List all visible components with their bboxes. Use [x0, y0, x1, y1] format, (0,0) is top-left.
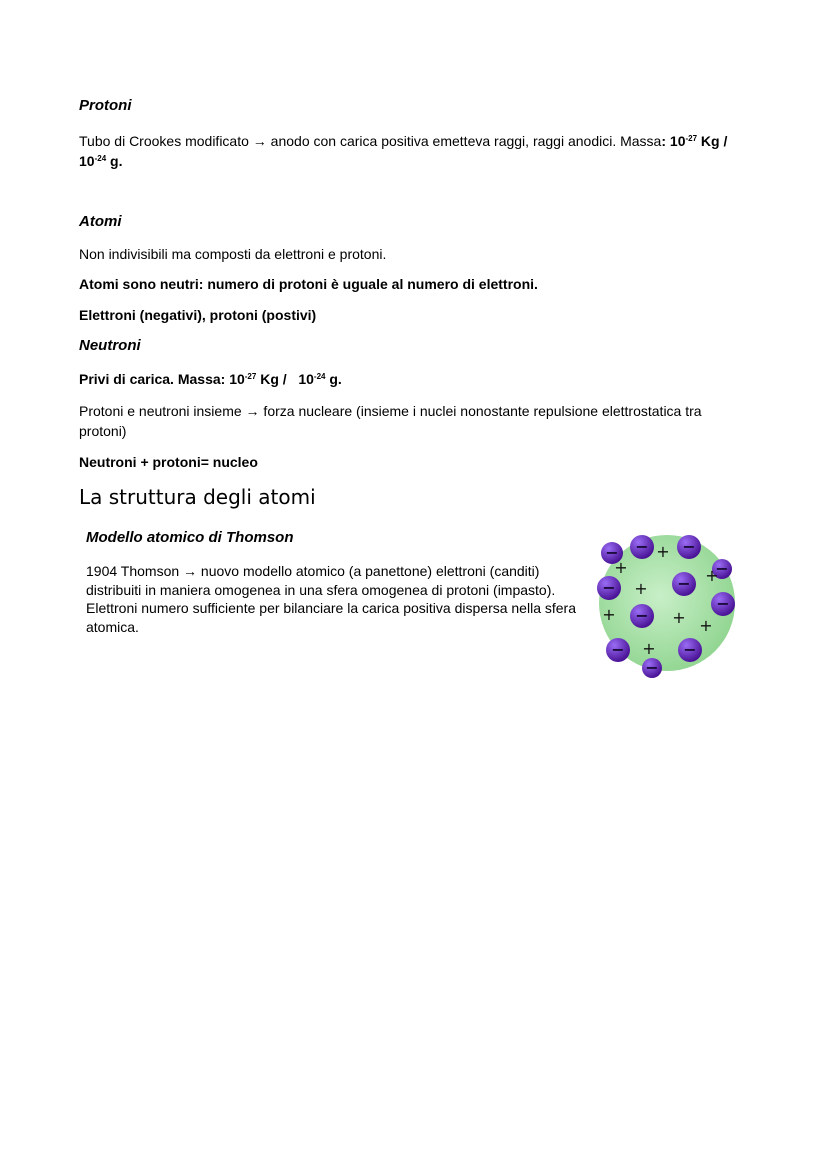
electron: [630, 535, 654, 559]
svg-text:−: −: [677, 574, 691, 593]
electron: [630, 604, 654, 628]
heading-struttura: La struttura degli atomi: [79, 485, 316, 509]
arrow-icon: →: [252, 133, 267, 149]
protoni-mass-b: $10^{-24}$ g.: [79, 153, 123, 169]
svg-text:−: −: [635, 537, 649, 556]
section-title-neutroni: Neutroni: [79, 337, 141, 354]
proton-plus: +: [672, 608, 686, 627]
svg-text:−: −: [715, 559, 729, 578]
thomson-model-illustration: [592, 531, 742, 681]
svg-text:−: −: [602, 578, 616, 597]
electron: [672, 572, 696, 596]
electron: [606, 638, 630, 662]
proton-plus: +: [656, 542, 670, 561]
section-title-protoni: Protoni: [79, 97, 132, 114]
atomi-line-2: Atomi sono neutri: numero di protoni è uguale al numero di elettroni.: [79, 276, 538, 292]
thomson-title: Modello atomico di Thomson: [86, 529, 294, 546]
proton-plus: +: [602, 605, 616, 624]
neutroni-mass: Privi di carica. Massa: $10^{-27}$ Kg / $10^{-24}$ g.: [79, 371, 342, 387]
electron: [678, 638, 702, 662]
protoni-mass-a: : $10^{-27}$ Kg /: [661, 133, 728, 149]
neutroni-line-3: Neutroni + protoni= nucleo: [79, 454, 258, 470]
svg-text:−: −: [635, 606, 649, 625]
arrow-icon: →: [245, 403, 260, 419]
proton-plus: +: [705, 566, 719, 585]
thomson-paragraph: 1904 Thomson → nuovo modello atomico (a panettone) elettroni (canditi) distribuiti in maniera omogenea in una sfera omogenea di protoni (impasto). Elettroni numero sufficiente per bilanciare la carica positiva dispersa nella sfera atomica.: [86, 563, 576, 635]
svg-text:−: −: [645, 658, 659, 677]
proton-plus: +: [699, 616, 713, 635]
electron: [642, 658, 662, 678]
svg-text:−: −: [605, 543, 619, 562]
protoni-text-a: Tubo di Crookes modificato: [79, 133, 249, 149]
svg-text:−: −: [682, 537, 696, 556]
svg-text:−: −: [716, 594, 730, 613]
protoni-paragraph: [79, 131, 729, 171]
electron: [711, 592, 735, 616]
neutroni-paragraph: Protoni e neutroni insieme → forza nucleare (insieme i nuclei nonostante repulsione elettrostatica tra protoni): [79, 403, 702, 439]
electron: [597, 576, 621, 600]
atomi-line-3: Elettroni (negativi), protoni (postivi): [79, 307, 317, 323]
protoni-text-b: anodo con carica positiva emetteva raggi, raggi anodici. Massa: [266, 133, 662, 149]
proton-plus: +: [634, 579, 648, 598]
svg-text:−: −: [683, 640, 697, 659]
proton-plus: +: [642, 639, 656, 658]
svg-text:−: −: [611, 640, 625, 659]
section-title-atomi: Atomi: [79, 213, 122, 230]
atomi-line-1: Non indivisibili ma composti da elettroni e protoni.: [79, 246, 387, 262]
arrow-icon: →: [183, 563, 198, 579]
electron: [677, 535, 701, 559]
proton-plus: +: [614, 558, 628, 577]
